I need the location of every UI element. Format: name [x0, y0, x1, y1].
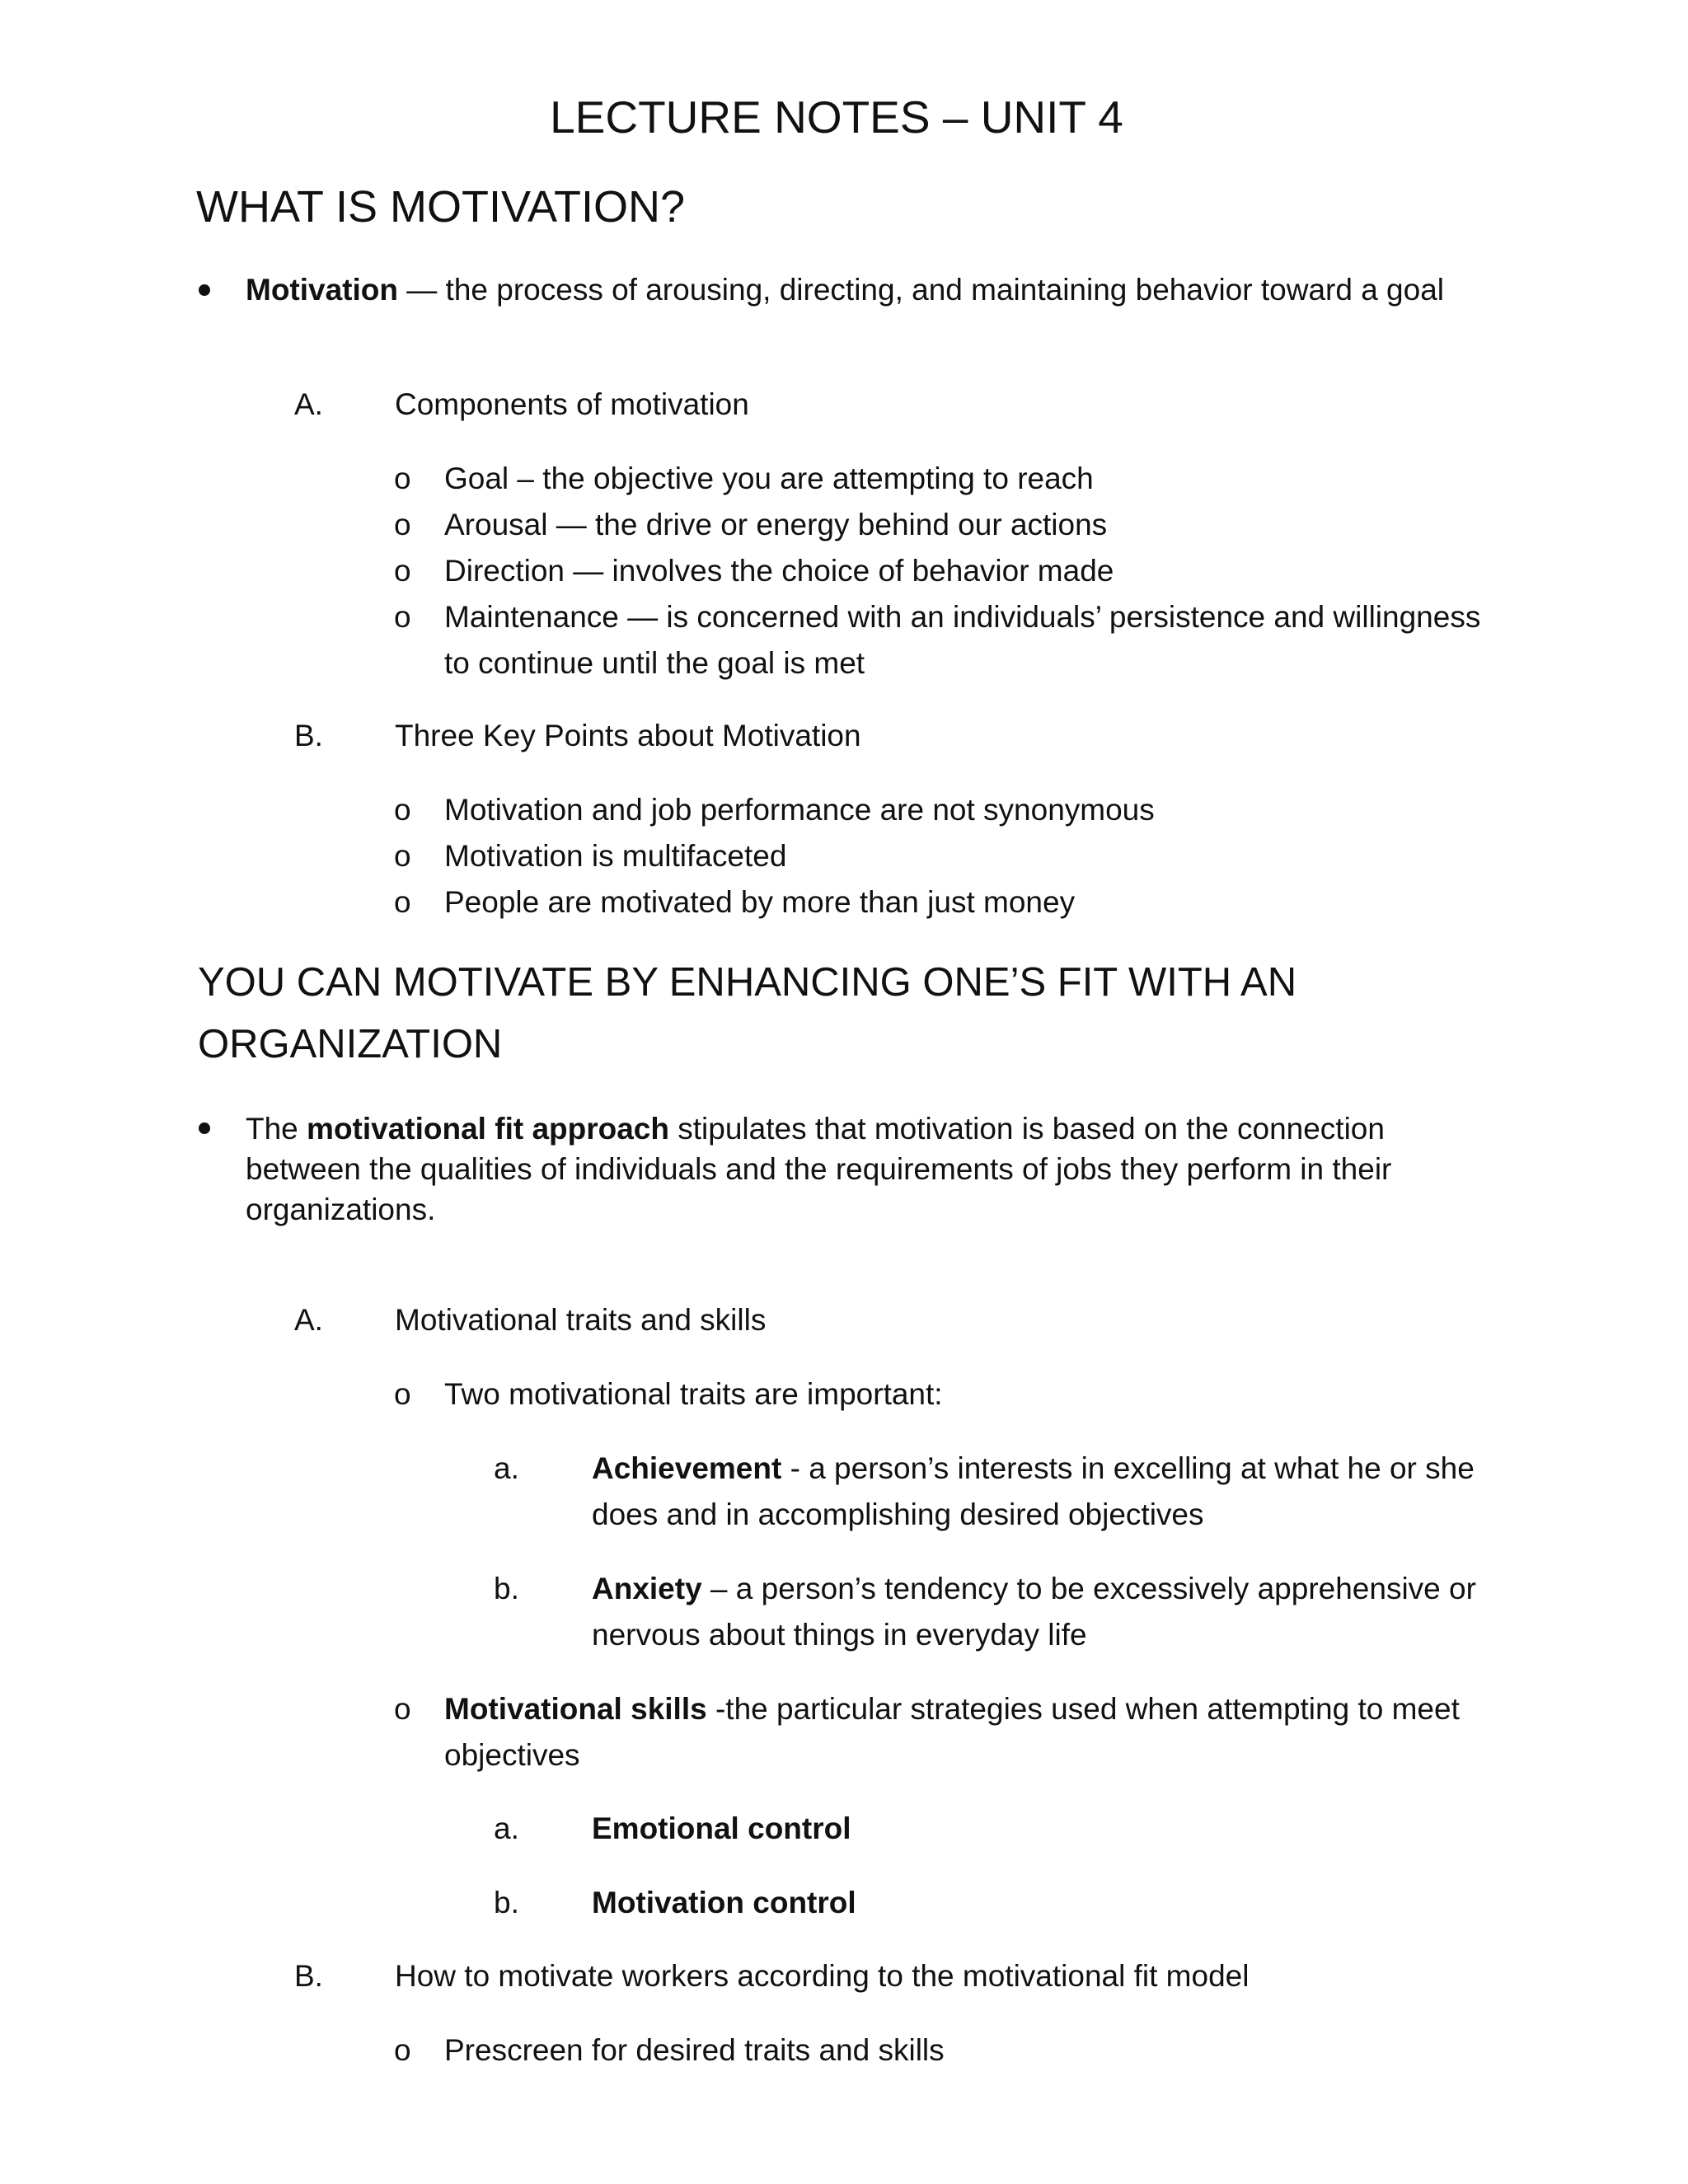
- section-heading-fit-line2: ORGANIZATION: [198, 1022, 503, 1066]
- page-title: LECTURE NOTES – UNIT 4: [550, 91, 1123, 143]
- trait-text: - a person’s interests in excelling at what he or she: [781, 1451, 1475, 1485]
- outline-label: How to motivate workers according to the motivational fit model: [395, 1959, 1250, 1993]
- definition-term: Motivation: [246, 273, 398, 307]
- circle-bullet: o: [394, 462, 411, 495]
- paragraph-term: motivational fit approach: [307, 1112, 669, 1146]
- list-item: Direction — involves the choice of behavior made: [444, 554, 1114, 588]
- outline-label: Components of motivation: [395, 387, 749, 421]
- outline-marker: B.: [294, 719, 323, 752]
- list-item: Motivation and job performance are not synonymous: [444, 793, 1155, 827]
- bullet-dot: [199, 284, 210, 296]
- circle-bullet: o: [394, 793, 411, 827]
- sub-marker: b.: [494, 1886, 519, 1919]
- skill-motivation-control: Motivation control: [592, 1886, 856, 1919]
- trait-anxiety: [592, 1566, 1476, 1612]
- list-item: People are motivated by more than just money: [444, 885, 1076, 919]
- outline-marker: A.: [294, 1303, 323, 1337]
- outline-marker: A.: [294, 387, 323, 421]
- paragraph-line: [246, 1108, 1391, 1149]
- trait-term: Anxiety: [592, 1572, 702, 1605]
- sub-marker: a.: [494, 1811, 519, 1845]
- circle-bullet: o: [394, 839, 411, 873]
- circle-bullet: o: [394, 885, 411, 919]
- outline-marker: B.: [294, 1959, 323, 1993]
- skills-term: Motivational skills: [444, 1692, 707, 1726]
- outline-label: Three Key Points about Motivation: [395, 719, 861, 752]
- trait-term: Achievement: [592, 1451, 782, 1485]
- sub-marker: a.: [494, 1451, 519, 1485]
- paragraph-pre: The: [246, 1112, 307, 1146]
- definition-text: — the process of arousing, directing, and maintaining behavior toward a goal: [397, 273, 1445, 307]
- skills-text: -the particular strategies used when attempting to meet: [706, 1692, 1460, 1726]
- paragraph-fit-approach: [246, 1108, 1391, 1230]
- circle-bullet: o: [394, 1692, 411, 1726]
- list-item: Two motivational traits are important:: [444, 1377, 943, 1411]
- list-item: Motivation is multifaceted: [444, 839, 787, 873]
- trait-achievement: [592, 1446, 1475, 1492]
- trait-continuation: does and in accomplishing desired objectives: [592, 1497, 1204, 1531]
- list-item: Maintenance — is concerned with an individuals’ persistence and willingness: [444, 600, 1481, 634]
- paragraph-post: stipulates that motivation is based on the connection: [668, 1112, 1385, 1146]
- definition-motivation: [246, 267, 1444, 313]
- circle-bullet: o: [394, 554, 411, 588]
- list-item: Arousal — the drive or energy behind our actions: [444, 508, 1108, 541]
- paragraph-line: organizations.: [246, 1193, 436, 1226]
- circle-bullet: o: [394, 2033, 411, 2067]
- circle-bullet: o: [394, 508, 411, 541]
- sub-marker: b.: [494, 1572, 519, 1605]
- circle-bullet: o: [394, 1377, 411, 1411]
- skills-continuation: objectives: [444, 1738, 580, 1772]
- trait-text: – a person’s tendency to be excessively apprehensive or: [701, 1572, 1476, 1605]
- outline-label: Motivational traits and skills: [395, 1303, 767, 1337]
- list-item: Goal – the objective you are attempting to reach: [444, 462, 1094, 495]
- list-item-continuation: to continue until the goal is met: [444, 646, 865, 680]
- paragraph-line: between the qualities of individuals and the requirements of jobs they perform in their: [246, 1152, 1392, 1186]
- section-heading-motivation: WHAT IS MOTIVATION?: [196, 182, 686, 232]
- bullet-dot: [199, 1122, 210, 1134]
- list-item: Prescreen for desired traits and skills: [444, 2033, 945, 2067]
- skill-emotional-control: Emotional control: [592, 1811, 851, 1845]
- section-heading-fit: YOU CAN MOTIVATE BY ENHANCING ONE’S FIT WITH AN: [198, 960, 1297, 1005]
- circle-bullet: o: [394, 600, 411, 634]
- trait-continuation: nervous about things in everyday life: [592, 1618, 1087, 1652]
- motivational-skills: [444, 1686, 1460, 1732]
